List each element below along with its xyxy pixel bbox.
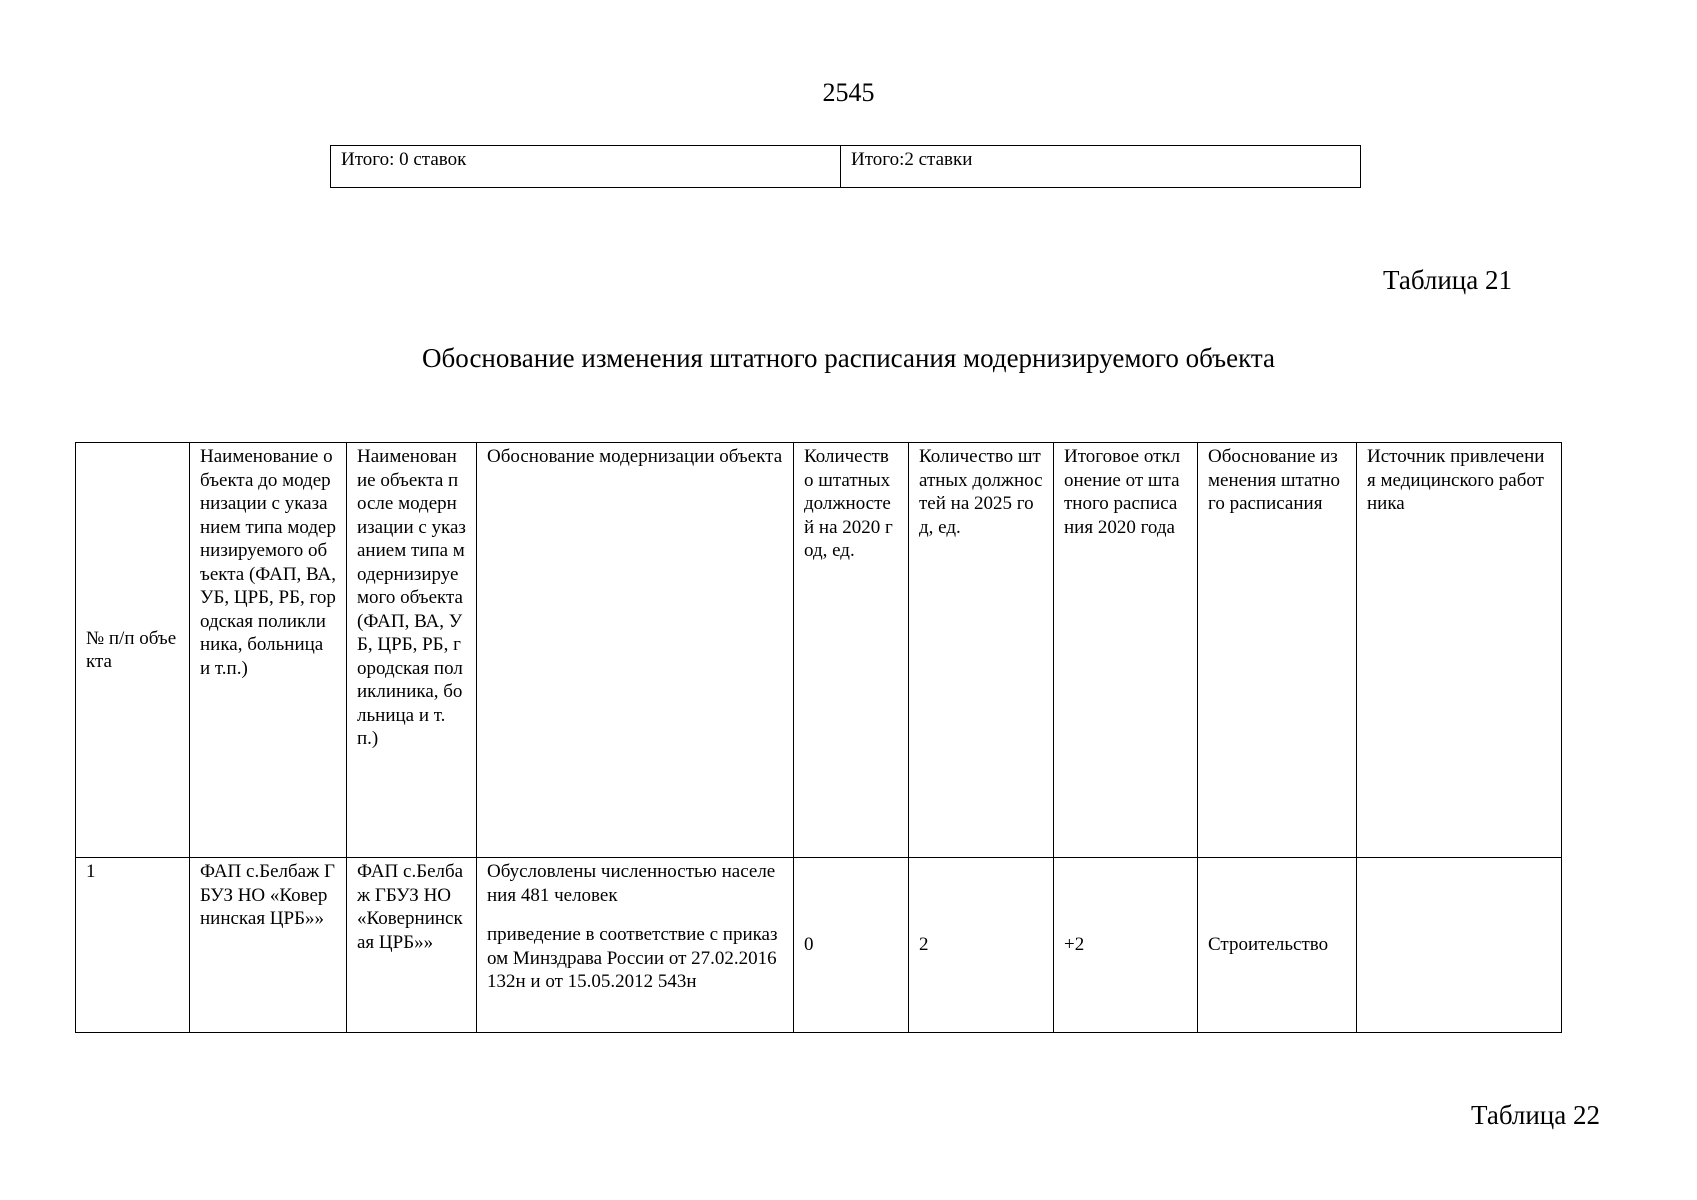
cell-justification — [477, 858, 794, 1033]
header-justification: Обоснование модернизации объекта — [477, 443, 794, 858]
totals-row — [331, 146, 1361, 188]
table-header-row — [76, 443, 1562, 858]
header-number: № п/п объекта — [76, 443, 190, 858]
cell-count-2020: 0 — [794, 858, 909, 1033]
table-caption: Таблица 21 — [1383, 265, 1512, 295]
cell-object-after: ФАП с.Белбаж ГБУЗ НО «Ковернинская ЦРБ»» — [347, 858, 477, 1033]
table-row — [76, 858, 1562, 1033]
cell-change-reason: Строительство — [1198, 858, 1357, 1033]
header-change-reason: Обоснование изменения штатного расписания — [1198, 443, 1357, 858]
cell-number: 1 — [76, 858, 190, 1033]
header-deviation: Итоговое отклонение от штатного расписания 2020 года — [1054, 443, 1198, 858]
header-object-before: Наименование объекта до модернизации с указанием типа модернизируемого объекта (ФАП, ВА, УБ, ЦРБ, РБ, городская поликлиника, больница и т.п.) — [190, 443, 347, 858]
cell-source — [1357, 858, 1562, 1033]
header-object-after: Наименование объекта после модернизации с указанием типа модернизируемого объекта (ФАП, ВА, УБ, ЦРБ, РБ, городская поликлиника, больница и т.п.) — [347, 443, 477, 858]
staffing-table — [75, 442, 1562, 1033]
next-table-caption: Таблица 22 — [1471, 1100, 1600, 1130]
cell-object-before: ФАП с.Белбаж ГБУЗ НО «Ковернинская ЦРБ»» — [190, 858, 347, 1033]
header-count-2025: Количество штатных должностей на 2025 год, ед. — [909, 443, 1054, 858]
table-title: Обоснование изменения штатного расписания модернизируемого объекта — [422, 343, 1275, 373]
justification-paragraph-2: приведение в соответствие с приказом Минздрава России от 27.02.2016 132н и от 15.05.2012 543н — [487, 924, 778, 992]
justification-paragraph-1: Обусловлены численностью населения 481 человек — [487, 861, 776, 906]
totals-right-cell: Итого:2 ставки — [841, 146, 1361, 188]
totals-table — [330, 145, 1361, 188]
header-count-2020: Количество штатных должностей на 2020 год, ед. — [794, 443, 909, 858]
cell-deviation: +2 — [1054, 858, 1198, 1033]
header-source: Источник привлечения медицинского работника — [1357, 443, 1562, 858]
totals-left-cell: Итого: 0 ставок — [331, 146, 841, 188]
cell-count-2025: 2 — [909, 858, 1054, 1033]
page-number: 2545 — [822, 78, 875, 107]
